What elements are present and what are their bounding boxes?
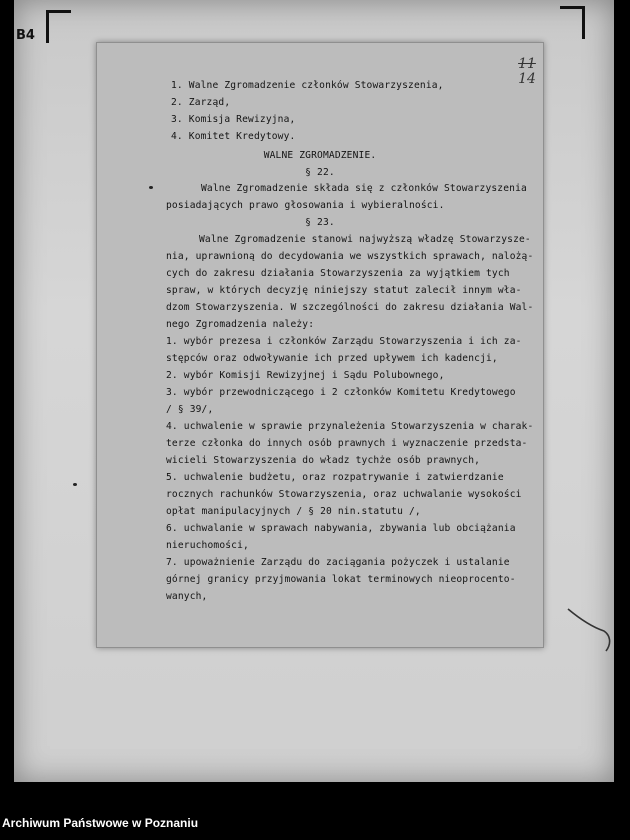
text-line: 4. uchwalenie w sprawie przynależenia Stowarzyszenia w charak-	[166, 421, 534, 432]
text-line: / § 39/,	[166, 404, 214, 415]
text-line: rocznych rachunków Stowarzyszenia, oraz uchwalanie wysokości	[166, 489, 522, 500]
crop-mark-top-right	[560, 6, 585, 39]
crop-mark-top-left	[46, 10, 71, 43]
text-line: nego Zgromadzenia należy:	[166, 319, 315, 330]
page-number-crossed: 11	[518, 56, 536, 72]
section-heading: WALNE ZGROMADZENIE.	[263, 150, 377, 161]
text-line: 2. wybór Komisji Rewizyjnej i Sądu Polubownego,	[166, 370, 445, 381]
text-line: 7. upoważnienie Zarządu do zaciągania pożyczek i ustalanie	[166, 557, 510, 568]
archive-watermark-label: Archiwum Państwowe w Poznaniu	[2, 816, 199, 830]
text-line: 5. uchwalenie budżetu, oraz rozpatrywanie i zatwierdzanie	[166, 472, 504, 483]
text-line: 1. Walne Zgromadzenie członków Stowarzyszenia,	[171, 80, 444, 91]
text-line: opłat manipulacyjnych / § 20 nin.statutu /,	[166, 506, 421, 517]
text-line: górnej granicy przyjmowania lokat terminowych nieoprocento-	[166, 574, 516, 585]
text-line: Walne Zgromadzenie stanowi najwyższą władzę Stowarzysze-	[199, 234, 531, 245]
paragraph-number: § 22.	[305, 167, 335, 178]
page-number	[515, 57, 539, 88]
text-line: 3. wybór przewodniczącego i 2 członków Komitetu Kredytowego	[166, 387, 516, 398]
text-line: nieruchomości,	[166, 540, 249, 551]
page-curl-mark	[566, 605, 614, 653]
text-line: dzom Stowarzyszenia. W szczególności do zakresu działania Wal-	[166, 302, 534, 313]
text-line: cych do zakresu działania Stowarzyszenia za wyjątkiem tych	[166, 268, 510, 279]
text-line: stępców oraz odwoływanie ich przed upływem ich kadencji,	[166, 353, 498, 364]
text-line: posiadających prawo głosowania i wybieralności.	[166, 200, 445, 211]
frame-label: B4	[16, 28, 35, 43]
text-line: 2. Zarząd,	[171, 97, 231, 108]
text-line: 1. wybór prezesa i członków Zarządu Stowarzyszenia i ich za-	[166, 336, 522, 347]
text-line: 4. Komitet Kredytowy.	[171, 131, 296, 142]
page-number-current: 14	[518, 71, 536, 88]
text-line: 6. uchwalanie w sprawach nabywania, zbywania lub obciążania	[166, 523, 516, 534]
ink-speck	[149, 186, 153, 189]
document-page	[96, 42, 544, 648]
text-line: spraw, w których decyzję niniejszy statut zalecił innym wła-	[166, 285, 522, 296]
text-line: terze członka do innych osób prawnych i wyznaczenie przedsta-	[166, 438, 528, 449]
text-line: 3. Komisja Rewizyjna,	[171, 114, 296, 125]
paragraph-number: § 23.	[305, 217, 335, 228]
text-line: Walne Zgromadzenie składa się z członków Stowarzyszenia	[201, 183, 527, 194]
text-line: wanych,	[166, 591, 208, 602]
text-line: nia, uprawnioną do decydowania we wszystkich sprawach, nalożą-	[166, 251, 534, 262]
text-line: wicieli Stowarzyszenia do władz tychże osób prawnych,	[166, 455, 481, 466]
ink-speck	[73, 483, 77, 486]
